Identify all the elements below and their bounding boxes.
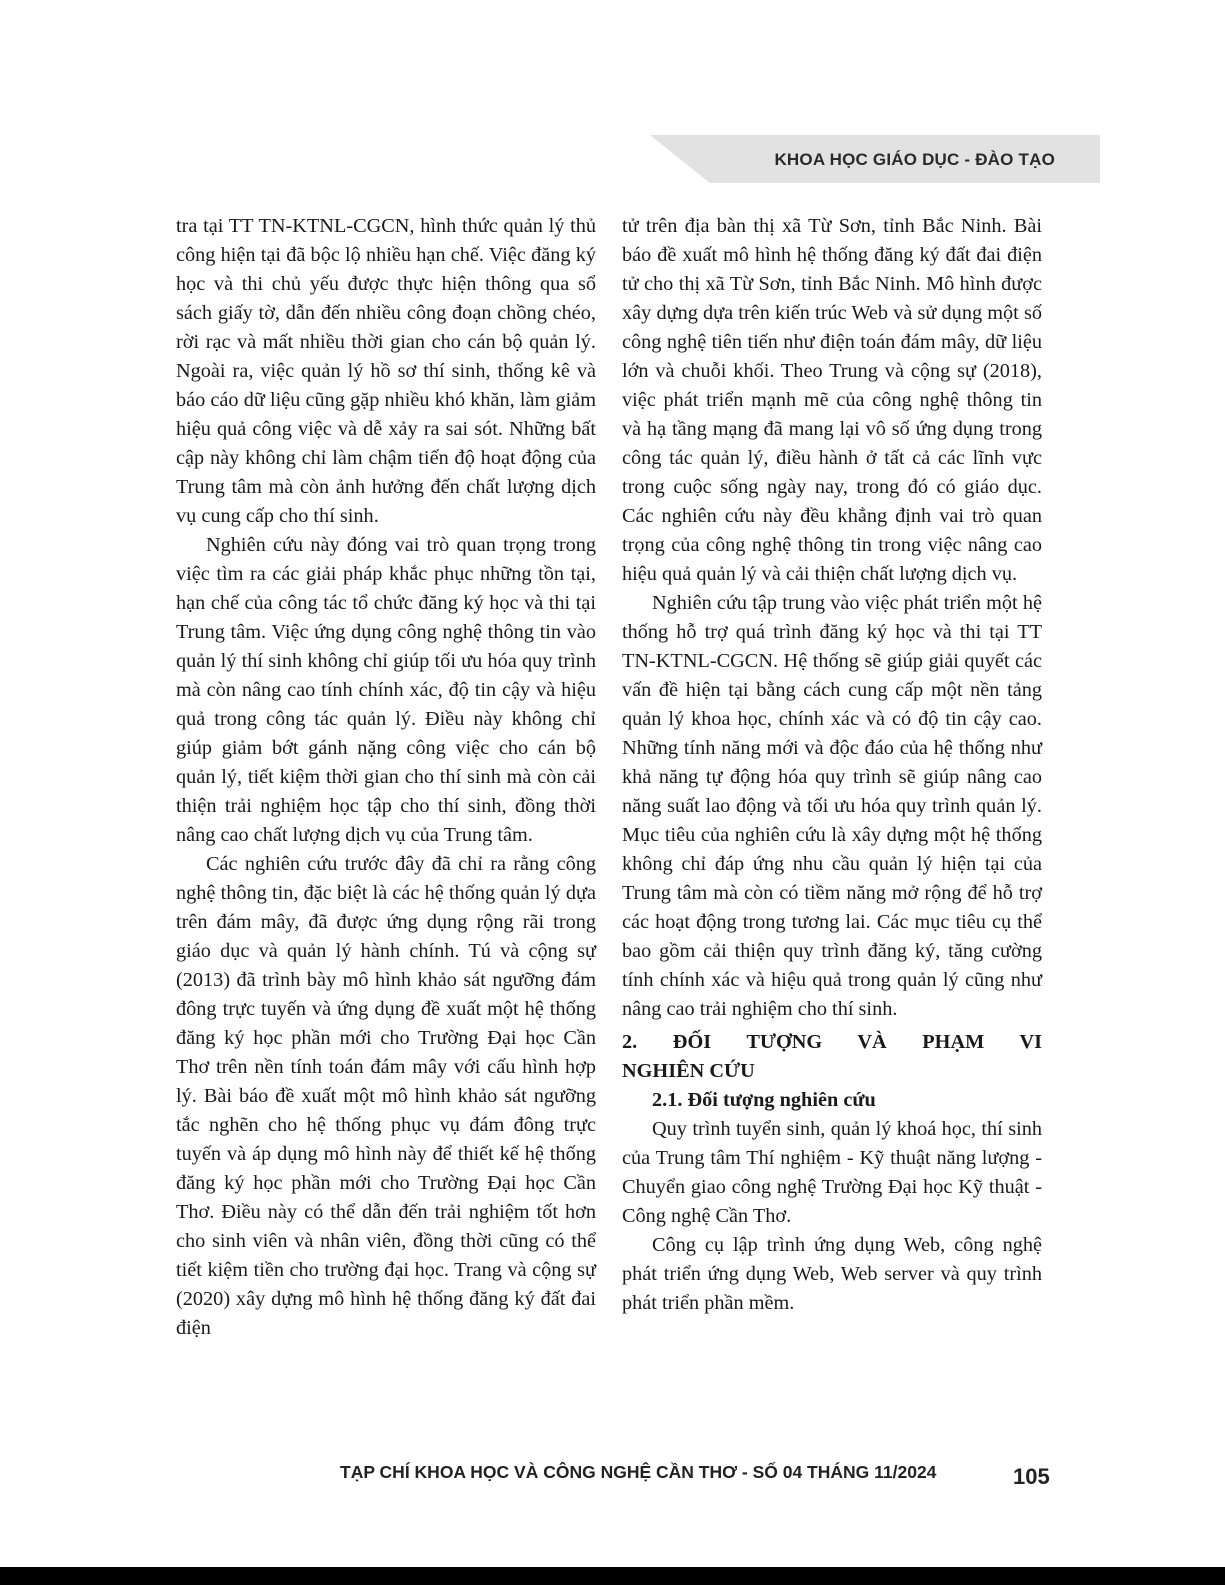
subsection-heading: 2.1. Đối tượng nghiên cứu xyxy=(652,1089,876,1111)
section-heading: 2. ĐỐI TƯỢNG VÀ PHẠM VI xyxy=(622,1031,1042,1053)
journal-footer: TẠP CHÍ KHOA HỌC VÀ CÔNG NGHỆ CẦN THƠ - SỐ 04 THÁNG 11/2024 xyxy=(340,1462,937,1482)
paragraph: Quy trình tuyển sinh, quản lý khoá học, thí sinh của Trung tâm Thí nghiệm - Kỹ thuật năng lượng - Chuyển giao công nghệ Trường Đại học Kỹ thuật - Công nghệ Cần Thơ. xyxy=(622,1118,1042,1227)
paragraph: Nghiên cứu này đóng vai trò quan trọng trong việc tìm ra các giải pháp khắc phục những tồn tại, hạn chế của công tác tổ chức đăng ký học và thi tại Trung tâm. Việc ứng dụng công nghệ thông tin vào quản lý thí sinh không chỉ giúp tối ưu hóa quy trình mà còn nâng cao tính chính xác, độ tin cậy và hiệu quả trong công tác quản lý. Điều này không chỉ giúp giảm bớt gánh nặng công việc cho cán bộ quản lý, tiết kiệm thời gian cho thí sinh mà còn cải thiện trải nghiệm học tập cho thí sinh, đồng thời nâng cao chất lượng dịch vụ của Trung tâm. xyxy=(176,534,596,846)
page-number: 105 xyxy=(1013,1464,1050,1489)
section-header: KHOA HỌC GIÁO DỤC - ĐÀO TẠO xyxy=(774,150,1055,169)
paragraph: Nghiên cứu tập trung vào việc phát triển một hệ thống hỗ trợ quá trình đăng ký học và thi tại TT TN-KTNL-CGCN. Hệ thống sẽ giúp giải quyết các vấn đề hiện tại bằng cách cung cấp một nền tảng quản lý khoa học, chính xác và có độ tin cậy cao. Những tính năng mới và độc đáo của hệ thống như khả năng tự động hóa quy trình sẽ giúp nâng cao năng suất lao động và tối ưu hóa quy trình quản lý. Mục tiêu của nghiên cứu là xây dựng một hệ thống không chỉ đáp ứng nhu cầu quản lý hiện tại của Trung tâm mà còn có tiềm năng mở rộng để hỗ trợ các hoạt động trong tương lai. Các mục tiêu cụ thể bao gồm cải thiện quy trình đăng ký, tăng cường tính chính xác và hiệu quả trong quản lý cũng như nâng cao trải nghiệm cho thí sinh. xyxy=(622,592,1042,1020)
bottom-border-bar xyxy=(0,1567,1225,1585)
paragraph: tử trên địa bàn thị xã Từ Sơn, tỉnh Bắc Ninh. Bài báo đề xuất mô hình hệ thống đăng ký đất đai điện tử cho thị xã Từ Sơn, tỉnh Bắc Ninh. Mô hình được xây dựng dựa trên kiến trúc Web và sử dụng một số công nghệ tiên tiến như điện toán đám mây, dữ liệu lớn và chuỗi khối. Theo Trung và cộng sự (2018), việc phát triển mạnh mẽ của công nghệ thông tin và hạ tầng mạng đã mang lại vô số ứng dụng trong công tác quản lý, điều hành ở tất cả các lĩnh vực trong cuộc sống ngày nay, trong đó có giáo dục. Các nghiên cứu này đều khẳng định vai trò quan trọng của công nghệ thông tin trong việc nâng cao hiệu quả quản lý và cải thiện chất lượng dịch vụ. xyxy=(622,215,1042,585)
right-column xyxy=(622,212,1042,1318)
section-heading-continued: NGHIÊN CỨU xyxy=(622,1060,755,1082)
paragraph: tra tại TT TN-KTNL-CGCN, hình thức quản lý thủ công hiện tại đã bộc lộ nhiều hạn chế. Việc đăng ký học và thi chủ yếu được thực hiện thông qua sổ sách giấy tờ, dẫn đến nhiều công đoạn chồng chéo, rời rạc và mất nhiều thời gian cho cán bộ quản lý. Ngoài ra, việc quản lý hồ sơ thí sinh, thống kê và báo cáo dữ liệu cũng gặp nhiều khó khăn, làm giảm hiệu quả công việc và dễ xảy ra sai sót. Những bất cập này không chỉ làm chậm tiến độ hoạt động của Trung tâm mà còn ảnh hưởng đến chất lượng dịch vụ cung cấp cho thí sinh. xyxy=(176,215,596,527)
paragraph: Công cụ lập trình ứng dụng Web, công nghệ phát triển ứng dụng Web, Web server và quy trình phát triển phần mềm. xyxy=(622,1234,1042,1314)
left-column xyxy=(176,212,596,1343)
paragraph: Các nghiên cứu trước đây đã chỉ ra rằng công nghệ thông tin, đặc biệt là các hệ thống quản lý dựa trên đám mây, đã được ứng dụng rộng rãi trong giáo dục và quản lý hành chính. Tú và cộng sự (2013) đã trình bày mô hình khảo sát ngưỡng đám đông trực tuyến và ứng dụng đề xuất một hệ thống đăng ký học phần mới cho Trường Đại học Cần Thơ trên nền tính toán đám mây với cấu hình hợp lý. Bài báo đề xuất một mô hình khảo sát ngưỡng tắc nghẽn cho hệ thống phục vụ đám đông trực tuyến và áp dụng mô hình này để thiết kế hệ thống đăng ký học phần mới cho Trường Đại học Cần Thơ. Điều này có thể dẫn đến trải nghiệm tốt hơn cho sinh viên và nhân viên, đồng thời cũng có thể tiết kiệm tiền cho trường đại học. Trang và cộng sự (2020) xây dựng mô hình hệ thống đăng ký đất đai điện xyxy=(176,853,596,1339)
